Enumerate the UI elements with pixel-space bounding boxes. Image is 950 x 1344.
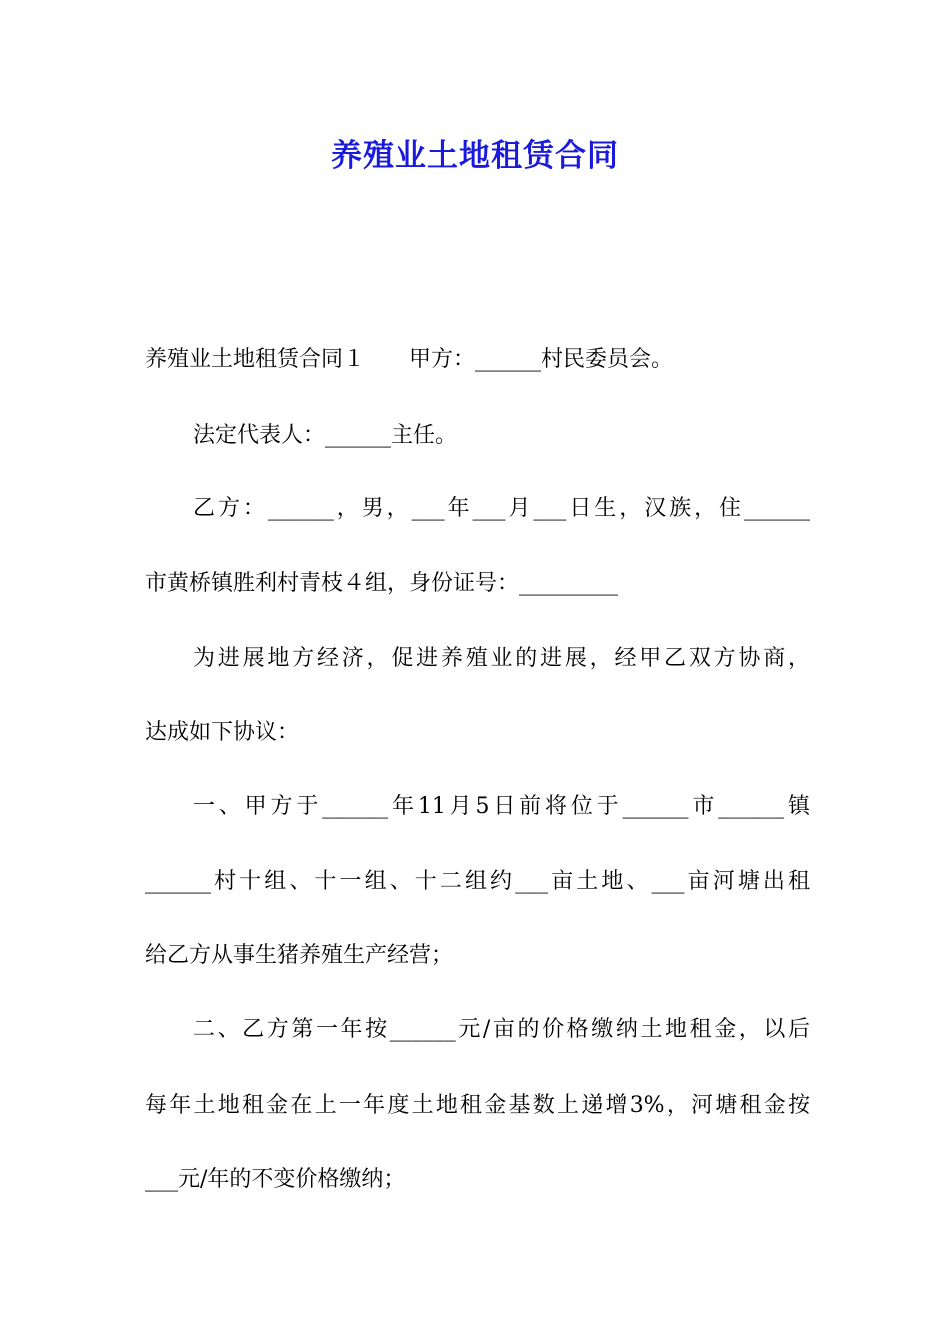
paragraph-line: 给乙方从事生猪养殖生产经营； [145, 943, 454, 968]
paragraph-line: 市黄桥镇胜利村青枝４组，身份证号：_________ [145, 571, 619, 596]
paragraph-line: 每年土地租金在上一年度土地租金基数上递增3%，河塘租金按 [145, 1093, 810, 1118]
paragraph-line: ______村十组、十一组、十二组约___亩土地、___亩河塘出租 [145, 869, 810, 894]
paragraph-line: 乙方：______，男，___年___月___日生，汉族，住______ [193, 496, 810, 521]
paragraph-line: 为进展地方经济，促进养殖业的进展，经甲乙双方协商， [193, 646, 810, 671]
paragraph-line: 一、甲方于______年11月5日前将位于______市______镇 [193, 794, 810, 819]
paragraph-line: 养殖业土地租赁合同１ 甲方：______村民委员会。 [145, 347, 674, 372]
document-title: 养殖业土地租赁合同 [331, 138, 619, 174]
paragraph-line: 达成如下协议： [145, 720, 300, 745]
paragraph-line: ___元/年的不变价格缴纳； [145, 1167, 406, 1192]
paragraph-line: 二、乙方第一年按______元/亩的价格缴纳土地租金，以后 [193, 1017, 810, 1042]
paragraph-line: 法定代表人：______主任。 [193, 423, 458, 448]
